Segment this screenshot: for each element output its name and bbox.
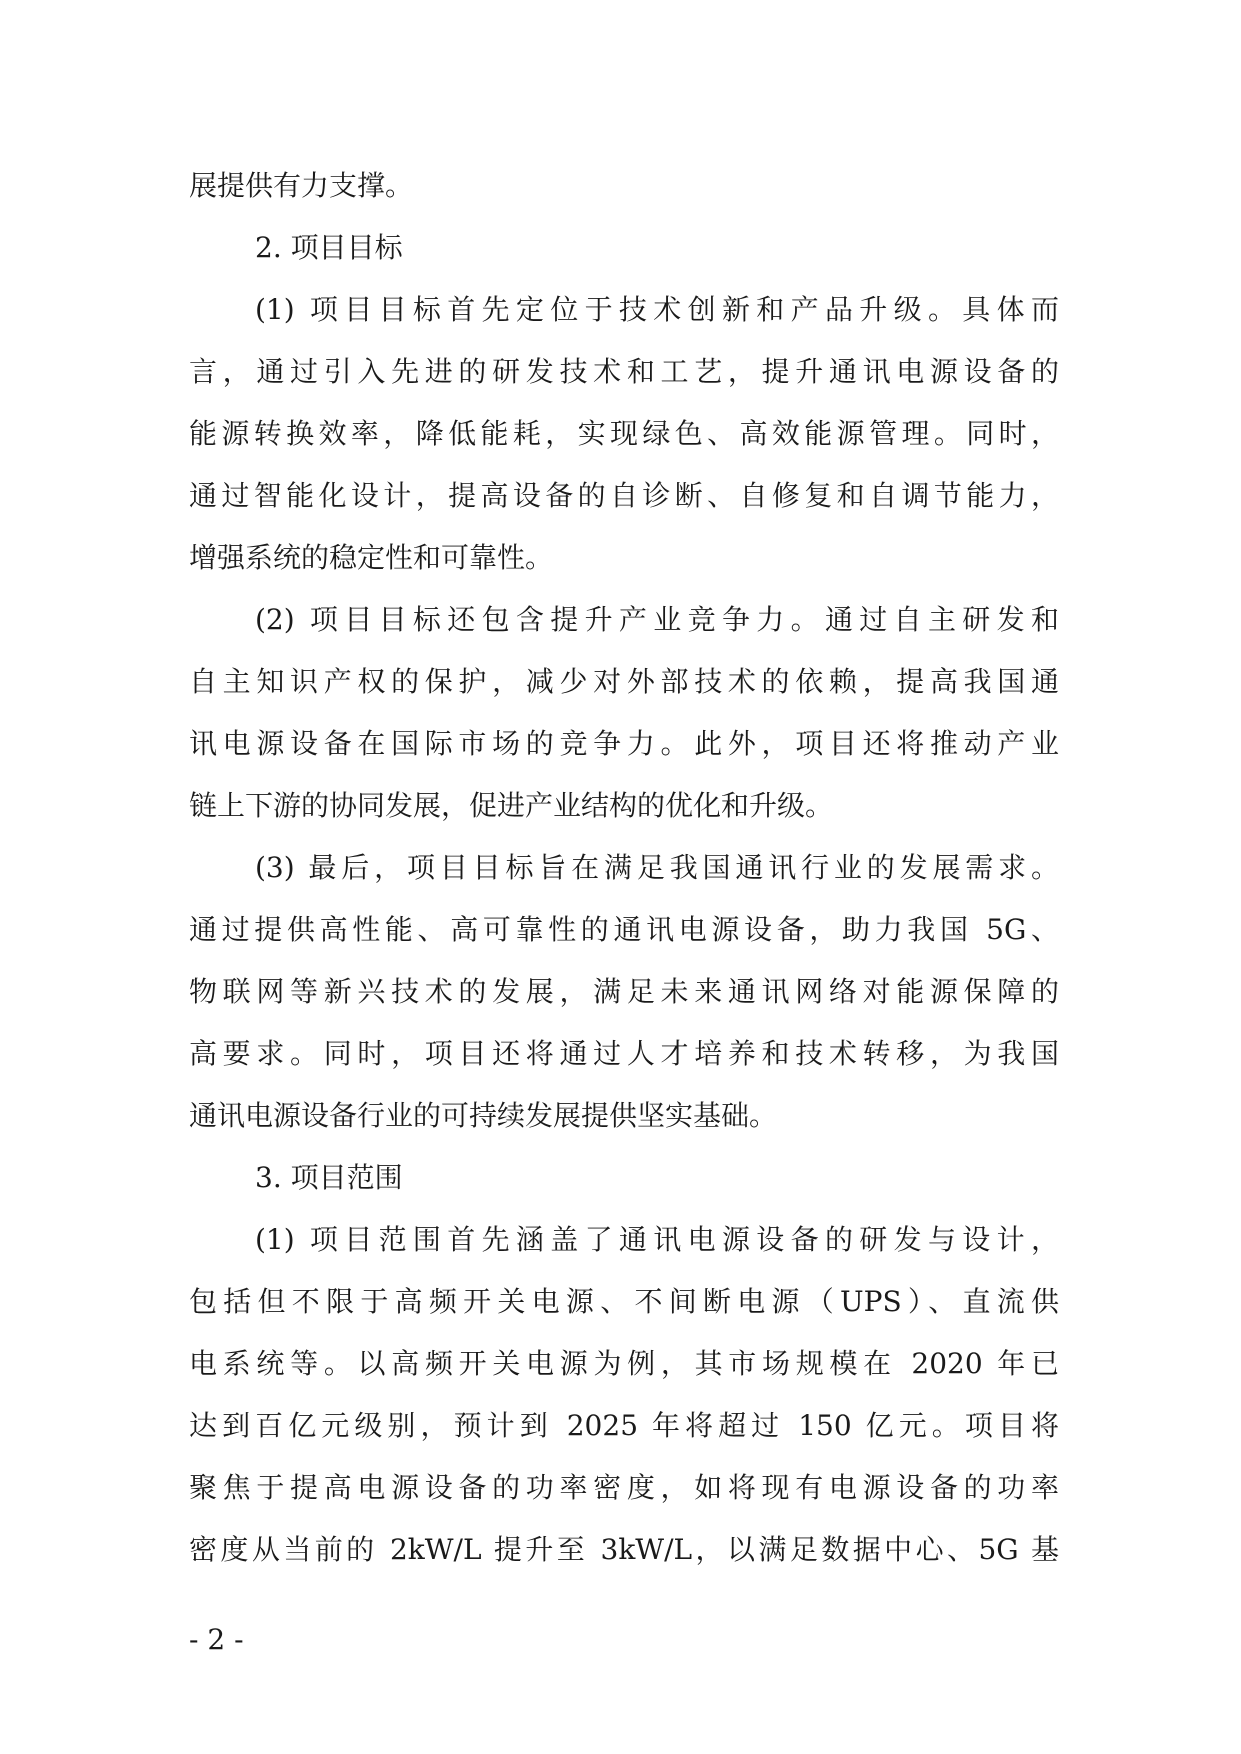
paragraph-line: 自主知识产权的保护，减少对外部技术的依赖，提高我国通: [189, 665, 1059, 698]
section-heading: 3. 项目范围: [255, 1161, 403, 1194]
paragraph-line: 电系统等。以高频开关电源为例，其市场规模在 2020 年已: [189, 1347, 1059, 1380]
paragraph-line: (3) 最后，项目目标旨在满足我国通讯行业的发展需求。: [255, 851, 1059, 884]
paragraph-line: 聚焦于提高电源设备的功率密度，如将现有电源设备的功率: [189, 1471, 1059, 1504]
paragraph-line: 密度从当前的 2kW/L 提升至 3kW/L，以满足数据中心、5G 基: [189, 1533, 1059, 1566]
paragraph-line: 高要求。同时，项目还将通过人才培养和技术转移，为我国: [189, 1037, 1059, 1070]
paragraph-line: (1) 项目范围首先涵盖了通讯电源设备的研发与设计，: [255, 1223, 1059, 1256]
paragraph-line: 能源转换效率，降低能耗，实现绿色、高效能源管理。同时，: [189, 417, 1059, 450]
section-heading: 2. 项目目标: [255, 231, 403, 264]
paragraph-line: 链上下游的协同发展，促进产业结构的优化和升级。: [189, 789, 834, 822]
paragraph-line: 讯电源设备在国际市场的竞争力。此外，项目还将推动产业: [189, 727, 1059, 760]
paragraph-line: 包括但不限于高频开关电源、不间断电源（UPS）、直流供: [189, 1285, 1059, 1318]
paragraph-line: 通过智能化设计，提高设备的自诊断、自修复和自调节能力，: [189, 479, 1059, 512]
paragraph-line: 展提供有力支撑。: [189, 169, 414, 202]
paragraph-line: (2) 项目目标还包含提升产业竞争力。通过自主研发和: [255, 603, 1059, 636]
paragraph-line: 物联网等新兴技术的发展，满足未来通讯网络对能源保障的: [189, 975, 1059, 1008]
paragraph-line: (1) 项目目标首先定位于技术创新和产品升级。具体而: [255, 293, 1059, 326]
paragraph-line: 通讯电源设备行业的可持续发展提供坚实基础。: [189, 1099, 778, 1132]
paragraph-line: 增强系统的稳定性和可靠性。: [189, 541, 554, 574]
paragraph-line: 言，通过引入先进的研发技术和工艺，提升通讯电源设备的: [189, 355, 1059, 388]
page-number: - 2 -: [189, 1623, 244, 1656]
paragraph-line: 通过提供高性能、高可靠性的通讯电源设备，助力我国 5G、: [189, 913, 1059, 946]
paragraph-line: 达到百亿元级别，预计到 2025 年将超过 150 亿元。项目将: [189, 1409, 1059, 1442]
